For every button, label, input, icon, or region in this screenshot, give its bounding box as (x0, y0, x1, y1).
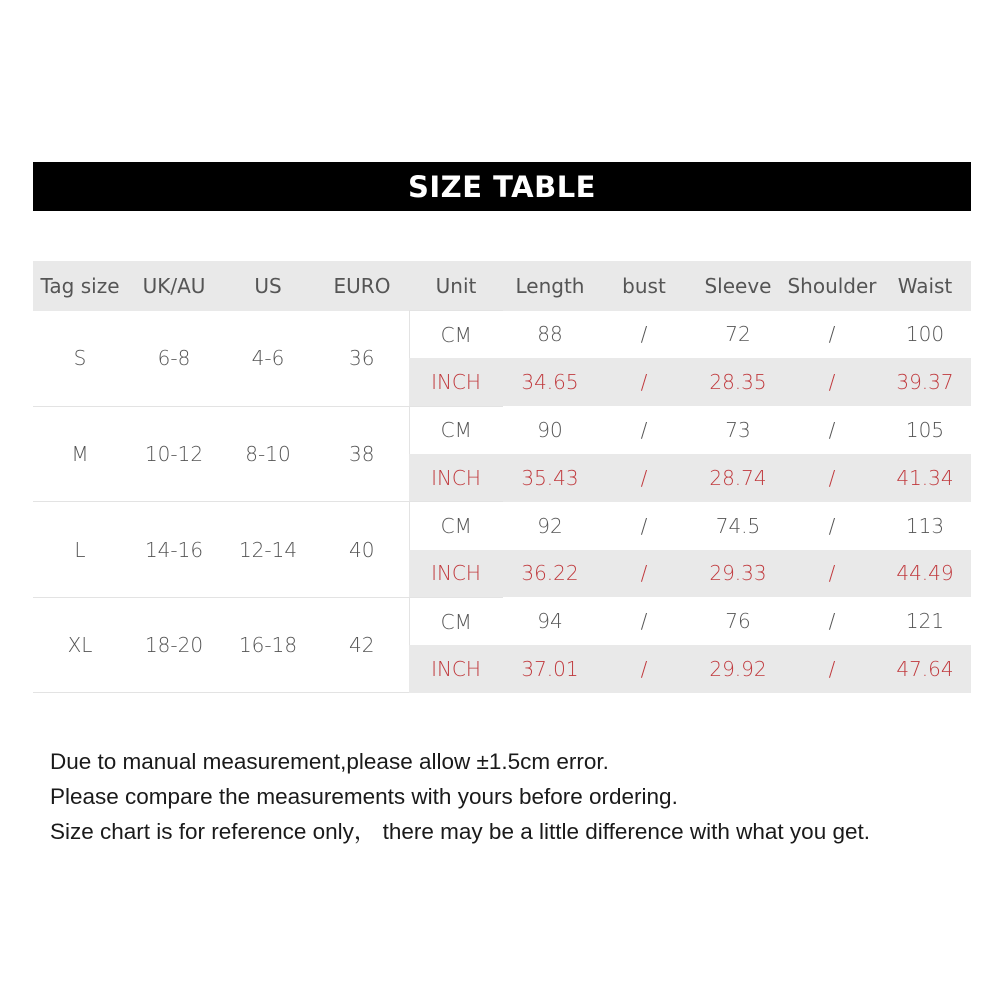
waist-cell: 100 (905, 322, 945, 347)
sleeve-cell: 28.74 (691, 454, 785, 502)
note-line: Please compare the measurements with yours before ordering. (50, 784, 678, 809)
bust-cell: / (597, 550, 691, 598)
shoulder-cell: / (785, 550, 879, 598)
sleeve-cell: 28.35 (691, 358, 785, 406)
unit-cell: INCH (409, 645, 503, 692)
unit-cell: INCH (409, 358, 503, 406)
unit-cell: CM (409, 502, 503, 550)
header-shoulder: Shoulder (785, 261, 879, 311)
length-cell: 37.01 (503, 645, 597, 692)
header-uk-au: UK/AU (127, 261, 221, 311)
sleeve-cell: 29.33 (691, 550, 785, 598)
us-cell: 16-18 (221, 597, 315, 692)
sleeve-cell: 74.5 (715, 513, 761, 538)
length-cell: 36.22 (503, 550, 597, 598)
length-cell: 94 (537, 609, 563, 634)
table-row (33, 406, 971, 454)
uk-au-cell: 6-8 (127, 311, 221, 407)
shoulder-cell: / (785, 358, 879, 406)
us-cell: 8-10 (221, 406, 315, 502)
header-waist: Waist (879, 261, 971, 311)
table-row (33, 597, 971, 645)
header-unit: Unit (409, 261, 503, 311)
shoulder-cell: / (828, 609, 836, 634)
tag-size-cell: XL (33, 597, 127, 692)
header-bust: bust (597, 261, 691, 311)
note-line: Due to manual measurement,please allow ±1.5cm error. (50, 749, 609, 774)
measurement-notes (50, 744, 990, 849)
shoulder-cell: / (785, 645, 879, 692)
us-cell: 4-6 (221, 311, 315, 407)
tag-size-cell: L (33, 502, 127, 598)
waist-cell: 121 (905, 609, 945, 634)
header-row (33, 261, 971, 311)
shoulder-cell: / (785, 454, 879, 502)
shoulder-cell: / (828, 322, 836, 347)
bust-cell: / (597, 358, 691, 406)
euro-cell: 42 (315, 597, 409, 692)
us-cell: 12-14 (221, 502, 315, 598)
bust-cell: / (597, 645, 691, 692)
header-euro: EURO (315, 261, 409, 311)
note-line: Size chart is for reference only， there may be a little difference with what you get. (50, 819, 870, 844)
header-us: US (221, 261, 315, 311)
euro-cell: 38 (315, 406, 409, 502)
length-cell: 35.43 (503, 454, 597, 502)
sleeve-cell: 72 (725, 322, 751, 347)
sleeve-cell: 29.92 (691, 645, 785, 692)
waist-cell: 113 (905, 513, 945, 538)
waist-cell: 39.37 (879, 358, 971, 406)
uk-au-cell: 10-12 (127, 406, 221, 502)
tag-size-cell: M (33, 406, 127, 502)
euro-cell: 36 (315, 311, 409, 407)
waist-cell: 41.34 (879, 454, 971, 502)
shoulder-cell: / (828, 513, 836, 538)
bust-cell: / (640, 513, 648, 538)
shoulder-cell: / (828, 418, 836, 443)
waist-cell: 47.64 (879, 645, 971, 692)
size-table (33, 261, 972, 693)
uk-au-cell: 18-20 (127, 597, 221, 692)
unit-cell: CM (409, 311, 503, 359)
uk-au-cell: 14-16 (127, 502, 221, 598)
bust-cell: / (640, 418, 648, 443)
length-cell: 90 (537, 418, 563, 443)
header-sleeve: Sleeve (691, 261, 785, 311)
size-table-title: SIZE TABLE (33, 162, 971, 211)
table-row (33, 502, 971, 550)
unit-cell: CM (409, 597, 503, 645)
header-tag-size: Tag size (33, 261, 127, 311)
table-row (33, 311, 971, 359)
waist-cell: 105 (905, 418, 945, 443)
waist-cell: 44.49 (879, 550, 971, 598)
header-length: Length (503, 261, 597, 311)
bust-cell: / (640, 322, 648, 347)
unit-cell: CM (409, 406, 503, 454)
length-cell: 34.65 (503, 358, 597, 406)
euro-cell: 40 (315, 502, 409, 598)
sleeve-cell: 76 (725, 609, 751, 634)
tag-size-cell: S (33, 311, 127, 407)
sleeve-cell: 73 (725, 418, 751, 443)
bust-cell: / (597, 454, 691, 502)
unit-cell: INCH (409, 550, 503, 598)
unit-cell: INCH (409, 454, 503, 502)
bust-cell: / (640, 609, 648, 634)
length-cell: 92 (537, 513, 563, 538)
length-cell: 88 (537, 322, 563, 347)
